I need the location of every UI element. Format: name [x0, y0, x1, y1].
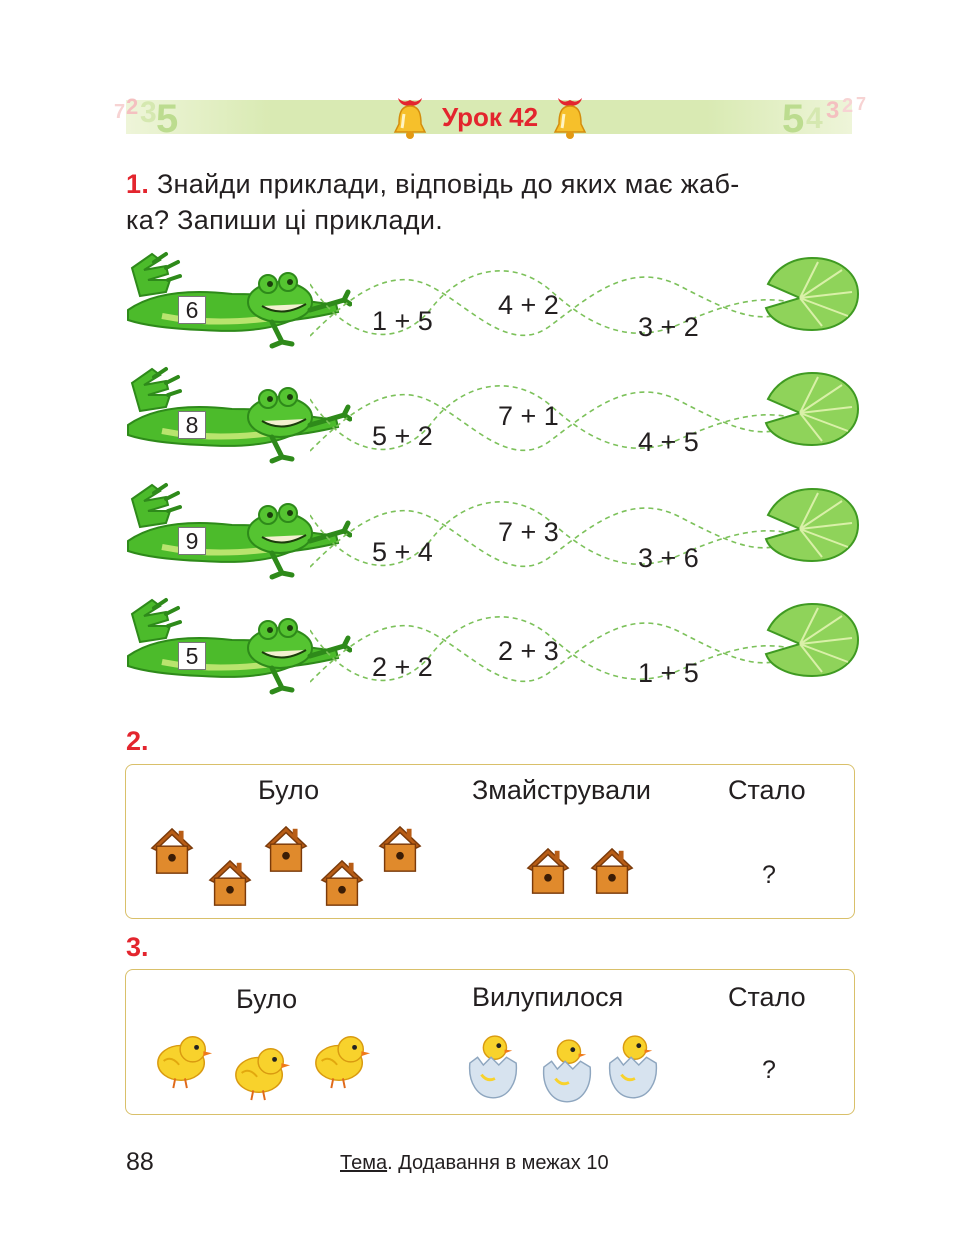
column-became: Стало: [728, 775, 806, 805]
column-became: Стало: [728, 982, 806, 1012]
svg-text:7: 7: [856, 94, 867, 114]
birdhouse-icon: [316, 857, 368, 914]
footer-theme: [340, 1152, 609, 1175]
svg-text:4: 4: [806, 102, 823, 135]
frog-number-box: 9: [178, 527, 206, 555]
svg-text:2: 2: [842, 95, 854, 117]
decorative-digits-left: [112, 88, 202, 138]
birdhouse-icon: [586, 845, 638, 902]
birdhouse-icon: [204, 857, 256, 914]
birdhouse-icon: [146, 825, 198, 882]
lesson-title-text: Урок 42: [441, 101, 539, 132]
expression: 3 + 6: [638, 543, 699, 573]
column-was: Було: [236, 984, 298, 1014]
frog-row-2: [122, 361, 862, 471]
frog-number-box: 8: [178, 411, 206, 439]
page-number: 88: [126, 1148, 154, 1176]
question-mark: ?: [762, 861, 776, 889]
svg-text:7: 7: [114, 101, 126, 123]
birdhouse-icon: [374, 823, 426, 880]
task-2-number: 2.: [126, 726, 149, 756]
hatching-chick-icon: [540, 1032, 594, 1111]
frog-number-box: 6: [178, 296, 206, 324]
task-1-line-2: ка? Запиши ці приклади.: [126, 205, 444, 235]
svg-text:3: 3: [140, 96, 157, 129]
bell-icon: [550, 94, 590, 140]
lily-pad-icon: [762, 485, 862, 565]
birdhouse-icon: [260, 823, 312, 880]
svg-text:5: 5: [156, 97, 179, 138]
chick-icon: [230, 1040, 292, 1107]
task-2-box: [125, 764, 855, 919]
hatching-chick-icon: [606, 1028, 660, 1107]
task-1-number: 1.: [126, 169, 150, 199]
task-1-instruction: [126, 166, 856, 238]
task-3-number: 3.: [126, 932, 149, 962]
task-1-line-1: Знайди приклади, відповідь до яких має жаб-: [156, 169, 740, 199]
column-hatched: Вилупилося: [472, 982, 624, 1012]
chick-icon: [310, 1028, 372, 1095]
expression: 2 + 2: [372, 652, 433, 682]
theme-label: Тема: [340, 1152, 388, 1174]
expression: 1 + 5: [372, 306, 433, 336]
svg-text:5: 5: [782, 97, 805, 138]
lily-pad-icon: [762, 369, 862, 449]
chick-icon: [152, 1028, 214, 1095]
frog-row-4: [122, 592, 862, 702]
frog-row-3: [122, 477, 862, 587]
expression: 7 + 3: [498, 517, 559, 547]
expression: 4 + 2: [498, 290, 559, 320]
decorative-digits-right: [780, 88, 880, 138]
question-mark: ?: [762, 1056, 776, 1084]
svg-text:3: 3: [826, 97, 840, 124]
column-made: Змайстрували: [472, 775, 651, 805]
birdhouse-icon: [522, 845, 574, 902]
svg-text:2: 2: [126, 94, 139, 119]
lily-pad-icon: [762, 600, 862, 680]
frog-row-1: [122, 246, 862, 356]
expression: 3 + 2: [638, 312, 699, 342]
task-3-box: [125, 969, 855, 1115]
lesson-title: [370, 94, 610, 140]
expression: 2 + 3: [498, 636, 559, 666]
hatching-chick-icon: [466, 1028, 520, 1107]
expression: 4 + 5: [638, 427, 699, 457]
theme-text: . Додавання в межах 10: [387, 1152, 609, 1174]
column-was: Було: [258, 775, 320, 805]
expression: 1 + 5: [638, 658, 699, 688]
frog-number-box: 5: [178, 642, 206, 670]
expression: 5 + 2: [372, 421, 433, 451]
expression: 7 + 1: [498, 401, 559, 431]
expression: 5 + 4: [372, 537, 433, 567]
lily-pad-icon: [762, 254, 862, 334]
bell-icon: [390, 94, 430, 140]
